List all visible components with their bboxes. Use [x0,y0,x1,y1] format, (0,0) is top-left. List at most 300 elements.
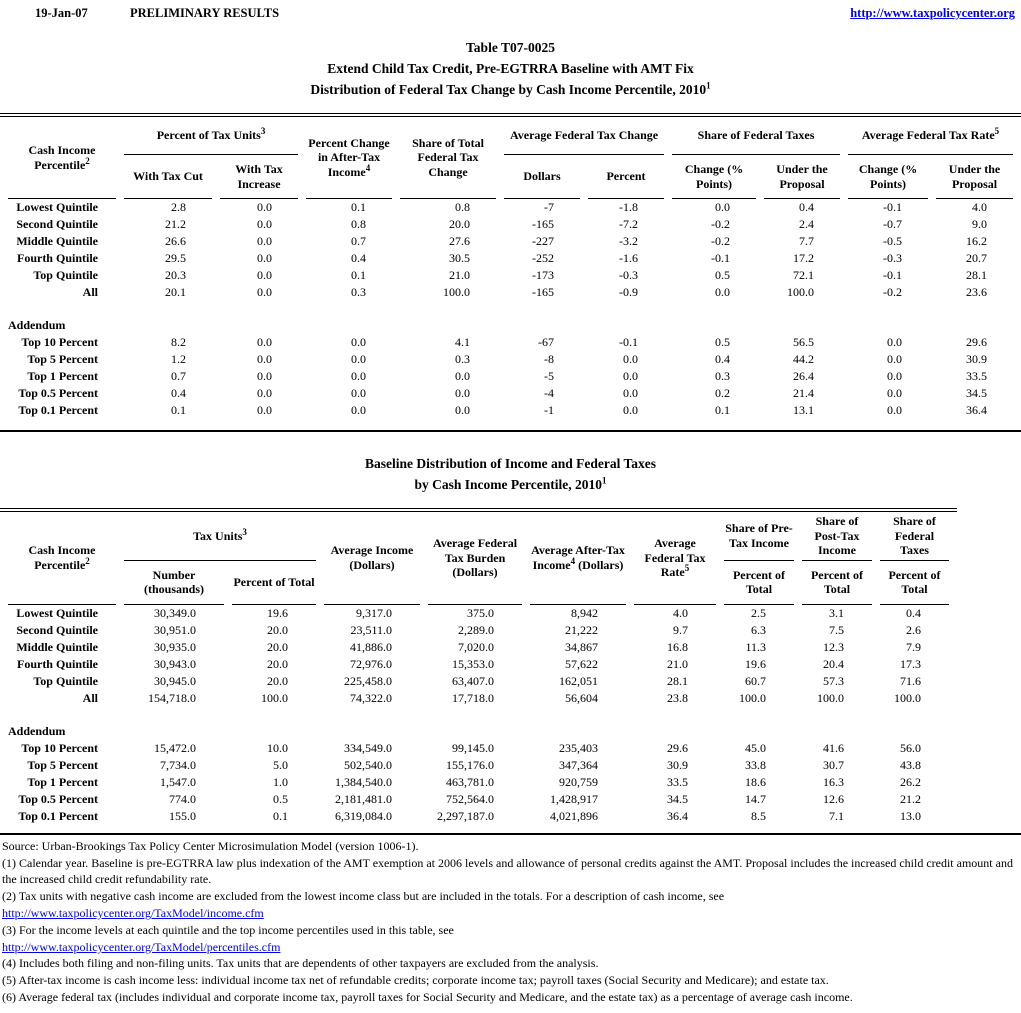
table-row [8,808,949,825]
cell: 100.0 [894,690,921,705]
cell: 1.0 [273,774,288,789]
cell: 0.0 [623,369,639,383]
cell: 72,976.0 [350,656,392,671]
table-row [8,605,949,622]
cell: 502,540.0 [344,757,392,772]
preliminary-results-label: PRELIMINARY RESULTS [130,6,280,20]
col-header-percent-change-after-tax-income: Percent Change in After-Tax Income$^4$ [306,117,392,199]
table-row [8,233,1013,250]
cell: 0.4 [351,251,367,265]
cell: 20.0 [449,217,471,231]
cell: 17.2 [793,251,815,265]
row-label: Top Quintile [33,673,98,688]
cell: -1 [544,403,555,417]
cell: 0.0 [623,352,639,366]
table-row [8,368,1013,385]
cell: -7 [544,200,555,214]
col-group-average-federal-tax-rate: Average Federal Tax Rate$^5$ [848,117,1013,155]
cell: -67 [538,335,555,349]
table-number-title: Table T07-0025 [466,40,555,55]
spacer-row [8,707,949,723]
cell: 12.3 [823,639,844,654]
cell: 30,349.0 [154,605,196,620]
cell: 20.0 [267,639,288,654]
col-header-percent-of-total-pre-tax: Percent of Total [724,561,794,605]
addendum-row [8,723,949,740]
cell: 0.8 [351,217,367,231]
cell: 0.0 [887,386,903,400]
cell: 0.0 [257,268,273,282]
cell: 0.0 [257,217,273,231]
row-label: Middle Quintile [16,234,98,248]
site-link[interactable]: http://www.taxpolicycenter.org [850,6,1015,20]
cell: -0.5 [883,234,903,248]
cell: 162,051 [559,673,598,688]
cell: 0.0 [351,386,367,400]
note-4: (4) Includes both filing and non-filing units. Tax units that are dependents of other taxpayers are excluded from the analysis. [2,956,599,971]
cell: 4.1 [455,335,471,349]
cell: -173 [532,268,555,282]
cell: 57,622 [565,656,598,671]
cell: 1,547.0 [160,774,196,789]
addendum-heading [8,301,1013,334]
quintile-rows [8,605,949,707]
cell: 71.6 [900,673,921,688]
cell: -5 [544,369,555,383]
cell: 99,145.0 [452,740,494,755]
row-label: Top 5 Percent [27,757,98,772]
cell: 0.3 [455,352,471,366]
table-row [8,267,1013,284]
cell: 20.3 [165,268,186,282]
cell: 0.5 [273,791,288,806]
table-subtitle: Extend Child Tax Credit, Pre-EGTRRA Baseline with AMT Fix [327,61,694,76]
cell: 0.8 [455,200,471,214]
col-header-under-the-proposal: Under the Proposal [764,155,840,199]
cell: 20.0 [267,673,288,688]
cell: 15,472.0 [154,740,196,755]
row-label: All [82,690,98,705]
cell: 0.1 [715,403,731,417]
cell: 5.0 [273,757,288,772]
cell: -0.7 [883,217,903,231]
cell: 9.0 [972,217,988,231]
cell: 2.5 [751,605,766,620]
cell: 44.2 [793,352,815,366]
cell: 28.1 [966,268,988,282]
col-header-average-income: Average Income (Dollars) [324,512,420,605]
cell: 0.3 [351,285,367,299]
cell: 774.0 [169,791,196,806]
cell: 463,781.0 [446,774,494,789]
cell: 920,759 [559,774,598,789]
row-label: Top 10 Percent [21,335,98,349]
cell: 0.0 [351,369,367,383]
cell: 43.8 [900,757,921,772]
table-row [8,639,949,656]
note-2-link-line [2,905,1019,922]
table-row [8,199,1013,216]
cell: 0.1 [351,200,367,214]
source-note: Source: Urban-Brookings Tax Policy Center Microsimulation Model (version 1006-1). [2,838,419,853]
cell: 23.8 [667,690,688,705]
col-header-cash-income-percentile: Cash Income Percentile$^2$ [8,512,116,605]
col-header-share-of-total-federal-tax-change: Share of Total Federal Tax Change [400,117,496,199]
tax-change-table-header [8,117,1013,199]
cell: 8,942 [571,605,598,620]
baseline-subtitle: by Cash Income Percentile, 2010$^1$ [414,475,607,492]
cell: 56,604 [565,690,598,705]
cell: -0.2 [711,217,731,231]
note-3-link-line [2,939,1019,956]
notes-section [0,835,1021,1006]
cell: 17,718.0 [452,690,494,705]
cell: 0.4 [799,200,815,214]
cell: 29.6 [966,335,988,349]
table-row [8,334,1013,351]
cell: -4 [544,386,555,400]
income-definition-link[interactable]: http://www.taxpolicycenter.org/TaxModel/income.cfm [2,906,264,921]
col-header-percent-of-total-post-tax: Percent of Total [802,561,872,605]
cell: 0.0 [257,352,273,366]
cell: 0.0 [887,369,903,383]
cell: 8.5 [751,808,766,823]
table-row [8,622,949,639]
spacer-row [8,301,1013,317]
note-5: (5) After-tax income is cash income less: individual income tax net of refundable credits; corporate income tax; payroll taxes (Social Security and Medicare); and estate tax. [2,973,829,988]
cell: 334,549.0 [344,740,392,755]
cell: 2.8 [171,200,186,214]
cell: 100.0 [817,690,844,705]
cell: 1,428,917 [550,791,598,806]
cell: 36.4 [966,403,988,417]
cell: -8 [544,352,555,366]
cell: 0.0 [455,369,471,383]
cell: 33.5 [966,369,988,383]
row-label: Top 0.5 Percent [18,386,98,400]
cell: 33.5 [667,774,688,789]
table-row [8,216,1013,233]
table-row [8,284,1013,301]
cell: 0.0 [455,403,471,417]
table-row [8,385,1013,402]
cell: -1.6 [619,251,639,265]
cell: 225,458.0 [344,673,392,688]
cell: 0.5 [715,335,731,349]
cell: 11.3 [745,639,766,654]
cell: 15,353.0 [452,656,494,671]
cell: 13.0 [900,808,921,823]
row-label: Second Quintile [16,622,98,637]
cell: 0.0 [623,386,639,400]
col-header-percent-of-total-fed-taxes: Percent of Total [880,561,949,605]
cell: -165 [532,217,555,231]
cell: 30.9 [966,352,988,366]
footnote-ref-1: 1 [602,475,607,486]
cell: 74,322.0 [350,690,392,705]
page-header [0,0,1021,21]
col-header-with-tax-cut: With Tax Cut [124,155,212,199]
cell: 13.1 [793,403,815,417]
cell: -0.2 [883,285,903,299]
table-row [8,791,949,808]
row-label: Fourth Quintile [16,251,98,265]
cell: -0.9 [619,285,639,299]
cell: 30,943.0 [154,656,196,671]
header-row-groups [8,512,949,561]
note-1: (1) Calendar year. Baseline is pre-EGTRRA law plus indexation of the AMT exemption at 2006 levels and allowance of personal credits against the AMT. Proposal includes the increased child credit amount and the increased child credit refundability rate. [2,855,1013,887]
col-header-percent: Percent [588,155,664,199]
col-group-percent-of-tax-units: Percent of Tax Units$^3$ [124,117,298,155]
cell: 0.4 [715,352,731,366]
col-header-with-tax-increase: With Tax Increase [220,155,298,199]
addendum-rows [8,334,1013,419]
col-header-change-points-rate: Change (% Points) [848,155,928,199]
header-row-groups [8,117,1013,155]
cell: -0.1 [883,200,903,214]
quintile-rows [8,199,1013,301]
cell: 10.0 [267,740,288,755]
cell: 26.4 [793,369,815,383]
row-label: Lowest Quintile [16,200,98,214]
cell: 30,935.0 [154,639,196,654]
cell: 2.6 [906,622,921,637]
cell: 752,564.0 [446,791,494,806]
col-header-average-federal-tax-rate: Average Federal Tax Rate$^5$ [634,512,716,605]
col-group-share-of-federal-taxes: Share of Federal Taxes [880,512,949,561]
header-row-subcolumns [8,155,1013,199]
cell: 20.0 [267,656,288,671]
cell: 0.0 [257,403,273,417]
addendum-row [8,317,1013,334]
cell: 100.0 [261,690,288,705]
cell: 0.1 [171,403,186,417]
cell: 0.0 [455,386,471,400]
baseline-table-header [8,512,949,605]
cell: 23.6 [966,285,988,299]
cell: 7.5 [829,622,844,637]
cell: 347,364 [559,757,598,772]
addendum-heading [8,707,949,740]
table1-title [0,37,1021,100]
cell: 2,289.0 [458,622,494,637]
cell: 0.0 [257,200,273,214]
cell: 72.1 [793,268,815,282]
col-header-average-after-tax-income: Average After-Tax Income$^4$ (Dollars) [530,512,626,605]
cell: 100.0 [787,285,815,299]
cell: 12.6 [823,791,844,806]
cell: 0.1 [351,268,367,282]
cell: 41,886.0 [350,639,392,654]
row-label: Top 1 Percent [27,774,98,789]
col-header-dollars: Dollars [504,155,580,199]
note-2: (2) Tax units with negative cash income are excluded from the lowest income class but are included in the totals. For a description of cash income, see [2,889,725,904]
cell: 1,384,540.0 [335,774,392,789]
cell: 6.3 [751,622,766,637]
cell: 0.0 [715,200,731,214]
cell: 30.5 [449,251,471,265]
table-row [8,250,1013,267]
cell: 7.7 [799,234,815,248]
table-row [8,690,949,707]
cell: 16.3 [823,774,844,789]
row-label: Top 0.1 Percent [18,808,98,823]
cell: 30.7 [823,757,844,772]
cell: 21.2 [165,217,186,231]
cell: 3.1 [829,605,844,620]
cell: 18.6 [745,774,766,789]
cell: 0.0 [351,352,367,366]
cell: -252 [532,251,555,265]
table-row [8,656,949,673]
cell: 0.0 [351,403,367,417]
col-header-average-federal-tax-burden: Average Federal Tax Burden (Dollars) [428,512,522,605]
cell: 0.0 [257,386,273,400]
cell: 4.0 [673,605,688,620]
cell: 0.0 [887,352,903,366]
cell: 45.0 [745,740,766,755]
cell: 57.3 [823,673,844,688]
row-label: Top 1 Percent [27,369,98,383]
table-row [8,774,949,791]
cell: 9.7 [673,622,688,637]
cell: 21,222 [565,622,598,637]
cell: -0.1 [883,268,903,282]
cell: 155.0 [169,808,196,823]
cell: 2.4 [799,217,815,231]
cell: -0.1 [619,335,639,349]
addendum-label: Addendum [8,318,66,332]
cell: 7,020.0 [458,639,494,654]
cell: 7,734.0 [160,757,196,772]
cell: 26.2 [900,774,921,789]
cell: 20.1 [165,285,186,299]
cell: 30.9 [667,757,688,772]
cell: 56.5 [793,335,815,349]
cell: 56.0 [900,740,921,755]
cell: 4.0 [972,200,988,214]
cell: 6,319,084.0 [335,808,392,823]
cell: 0.4 [171,386,186,400]
cell: 63,407.0 [452,673,494,688]
col-header-percent-of-total: Percent of Total [232,561,316,605]
cell: 20.0 [267,622,288,637]
table-subtitle2: Distribution of Federal Tax Change by Cash Income Percentile, 2010$^1$ [310,80,711,97]
cell: 30,945.0 [154,673,196,688]
cell: 30,951.0 [154,622,196,637]
cell: 9,317.0 [356,605,392,620]
baseline-distribution-table [0,508,957,825]
col-header-number-thousands: Number (thousands) [124,561,224,605]
cell: 0.3 [715,369,731,383]
cell: 0.4 [906,605,921,620]
row-label: Top 10 Percent [21,740,98,755]
cell: -227 [532,234,555,248]
cell: 0.1 [273,808,288,823]
cell: 0.0 [257,251,273,265]
cell: 29.5 [165,251,186,265]
row-label: All [82,285,98,299]
cell: -0.3 [883,251,903,265]
col-header-under-the-proposal-rate: Under the Proposal [936,155,1013,199]
cell: 17.3 [900,656,921,671]
cell: 100.0 [443,285,471,299]
row-label: Lowest Quintile [16,605,98,620]
cell: 0.0 [351,335,367,349]
cell: 16.8 [667,639,688,654]
cell: 0.5 [715,268,731,282]
row-label: Top 0.5 Percent [18,791,98,806]
cell: 21.4 [793,386,815,400]
cell: 26.6 [165,234,186,248]
cell: 0.0 [715,285,731,299]
cell: 29.6 [667,740,688,755]
cell: 36.4 [667,808,688,823]
cell: 14.7 [745,791,766,806]
col-group-average-federal-tax-change: Average Federal Tax Change [504,117,664,155]
cell: 0.0 [257,234,273,248]
cell: 28.1 [667,673,688,688]
cell: 100.0 [739,690,766,705]
cell: 0.0 [887,403,903,417]
cell: 27.6 [449,234,471,248]
table2-title [0,453,1021,495]
cell: 21.2 [900,791,921,806]
cell: 0.0 [257,285,273,299]
baseline-title: Baseline Distribution of Income and Federal Taxes [364,456,656,471]
addendum-label: Addendum [8,723,66,738]
cell: 34.5 [966,386,988,400]
row-label: Fourth Quintile [16,656,98,671]
cell: 21.0 [449,268,471,282]
col-header-cash-income-percentile: Cash Income Percentile$^2$ [8,117,116,199]
col-group-share-of-federal-taxes: Share of Federal Taxes [672,117,840,155]
cell: 154,718.0 [148,690,196,705]
cell: 34,867 [565,639,598,654]
cell: 8.2 [171,335,186,349]
table-row [8,757,949,774]
cell: 33.8 [745,757,766,772]
cell: 20.4 [823,656,844,671]
cell: 7.9 [906,639,921,654]
col-group-tax-units: Tax Units$^3$ [124,512,316,561]
cell: 0.7 [171,369,186,383]
cell: -0.1 [711,251,731,265]
cell: 4,021,896 [550,808,598,823]
cell: -0.3 [619,268,639,282]
percentiles-link[interactable]: http://www.taxpolicycenter.org/TaxModel/percentiles.cfm [2,939,281,954]
cell: 0.2 [715,386,731,400]
spacer-row [8,419,1013,430]
cell: 0.0 [887,335,903,349]
cell: 19.6 [267,605,288,620]
cell: 41.6 [823,740,844,755]
cell: -1.8 [619,200,639,214]
row-label: Top Quintile [33,268,98,282]
table-row [8,351,1013,368]
cell: 0.0 [257,335,273,349]
cell: 16.2 [966,234,988,248]
cell: 155,176.0 [446,757,494,772]
cell: 235,403 [559,740,598,755]
cell: 2,297,187.0 [437,808,494,823]
tax-change-table [0,113,1021,432]
row-label: Top 0.1 Percent [18,403,98,417]
cell: -3.2 [619,234,639,248]
footnote-ref-1: 1 [706,80,711,91]
cell: 7.1 [829,808,844,823]
addendum-rows [8,740,949,825]
